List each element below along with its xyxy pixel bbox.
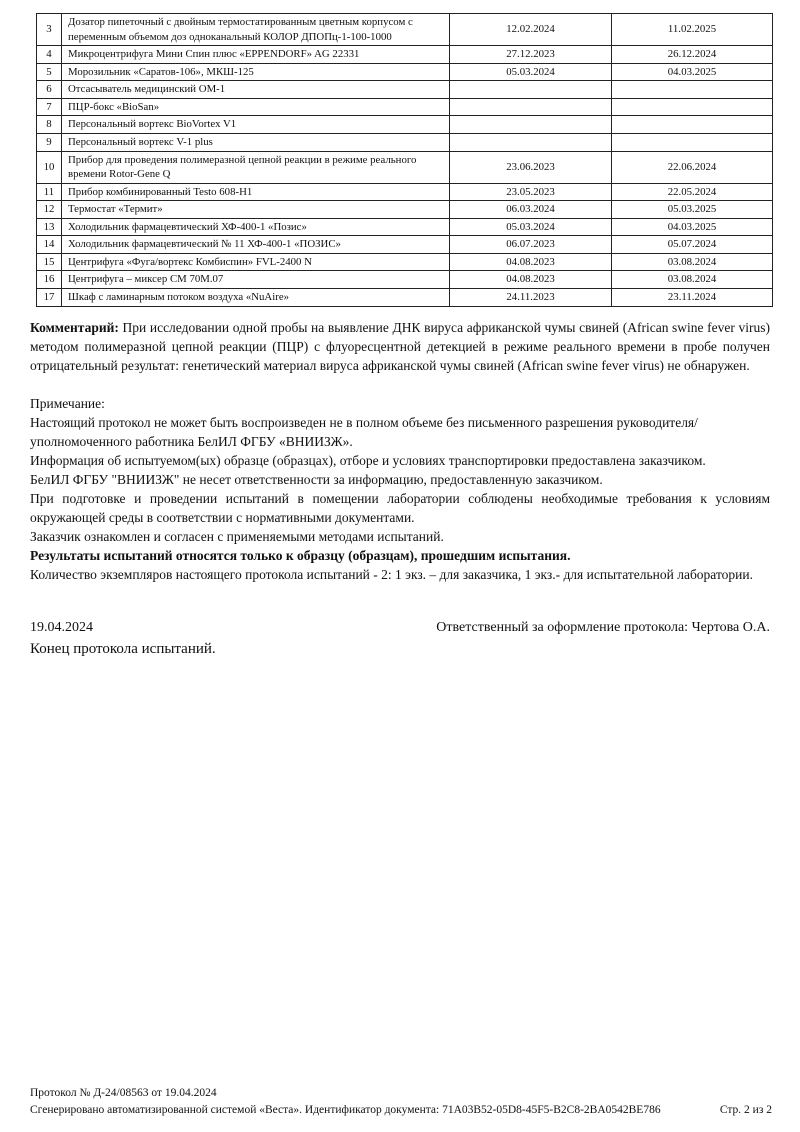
footer-protocol-number: Протокол № Д-24/08563 от 19.04.2024 bbox=[30, 1087, 217, 1099]
row-number: 17 bbox=[37, 289, 62, 307]
valid-until-date: 22.05.2024 bbox=[612, 183, 773, 201]
comment-section bbox=[30, 318, 770, 375]
verification-date: 05.03.2024 bbox=[450, 63, 612, 81]
signature-row bbox=[30, 620, 770, 636]
verification-date: 04.08.2023 bbox=[450, 271, 612, 289]
equipment-name: Холодильник фармацевтический № 11 ХФ-400-1 «ПОЗИС» bbox=[62, 236, 450, 254]
table-row bbox=[37, 14, 773, 46]
row-number: 3 bbox=[37, 14, 62, 46]
table-row bbox=[37, 271, 773, 289]
note-copies: Количество экземпляров настоящего протокола испытаний - 2: 1 экз. – для заказчика, 1 экз.- для испытательной лаборатории. bbox=[30, 566, 753, 582]
valid-until-date: 26.12.2024 bbox=[612, 46, 773, 64]
footer-generated-by: Сгенерировано автоматизированной системой «Веста». Идентификатор документа: 71A03B52-05D8-45F5-B2C8-2BA0542BE786 bbox=[30, 1104, 661, 1116]
row-number: 16 bbox=[37, 271, 62, 289]
comment-text: При исследовании одной пробы на выявление ДНК вируса африканской чумы свиней (African swine fever virus) методом полимеразной цепной реакции (ПЦР) с флуоресцентной детекцией в режиме реального времени в пробе получен отрицательный результат: генетический материал вируса африканской чумы свиней (African swine fever virus) не обнаружен. bbox=[30, 319, 770, 373]
row-number: 4 bbox=[37, 46, 62, 64]
verification-date: 06.03.2024 bbox=[450, 201, 612, 219]
equipment-name: Центрифуга – миксер СМ 70М.07 bbox=[62, 271, 450, 289]
row-number: 5 bbox=[37, 63, 62, 81]
notes-section bbox=[30, 394, 770, 584]
table-row bbox=[37, 289, 773, 307]
table-row bbox=[37, 98, 773, 116]
valid-until-date: 04.03.2025 bbox=[612, 218, 773, 236]
protocol-date: 19.04.2024 bbox=[30, 619, 93, 635]
row-number: 15 bbox=[37, 253, 62, 271]
valid-until-date: 04.03.2025 bbox=[612, 63, 773, 81]
equipment-name: Прибор комбинированный Testo 608-H1 bbox=[62, 183, 450, 201]
valid-until-date bbox=[612, 133, 773, 151]
verification-date bbox=[450, 133, 612, 151]
row-number: 6 bbox=[37, 81, 62, 99]
verification-date: 23.05.2023 bbox=[450, 183, 612, 201]
row-number: 11 bbox=[37, 183, 62, 201]
table-row bbox=[37, 253, 773, 271]
verification-date: 27.12.2023 bbox=[450, 46, 612, 64]
table-row bbox=[37, 218, 773, 236]
page-footer bbox=[30, 1085, 772, 1119]
row-number: 9 bbox=[37, 133, 62, 151]
valid-until-date: 23.11.2024 bbox=[612, 289, 773, 307]
table-row bbox=[37, 63, 773, 81]
verification-date: 05.03.2024 bbox=[450, 218, 612, 236]
equipment-name: Персональный вортекс BioVortex V1 bbox=[62, 116, 450, 134]
valid-until-date: 05.03.2025 bbox=[612, 201, 773, 219]
equipment-name: Термостат «Термит» bbox=[62, 201, 450, 219]
row-number: 13 bbox=[37, 218, 62, 236]
verification-date bbox=[450, 81, 612, 99]
row-number: 8 bbox=[37, 116, 62, 134]
valid-until-date: 22.06.2024 bbox=[612, 151, 773, 183]
equipment-name: Микроцентрифуга Мини Спин плюс «EPPENDORF» AG 22331 bbox=[62, 46, 450, 64]
note-results-scope: Результаты испытаний относятся только к образцу (образцам), прошедшим испытания. bbox=[30, 547, 571, 563]
equipment-name: Шкаф с ламинарным потоком воздуха «NuAire» bbox=[62, 289, 450, 307]
verification-date: 24.11.2023 bbox=[450, 289, 612, 307]
equipment-name: Холодильник фармацевтический ХФ-400-1 «Позис» bbox=[62, 218, 450, 236]
valid-until-date: 03.08.2024 bbox=[612, 271, 773, 289]
note-reproduction: Настоящий протокол не может быть воспроизведен не в полном объеме без письменного разрешения руководителя/уполномоченного работника БелИЛ ФГБУ «ВНИИЗЖ». bbox=[30, 414, 698, 449]
note-heading: Примечание: bbox=[30, 395, 105, 411]
note-sample-info: Информация об испытуемом(ых) образце (образцах), отборе и условиях транспортировки предоставлена заказчиком. bbox=[30, 452, 706, 468]
table-row bbox=[37, 46, 773, 64]
comment-label: Комментарий: bbox=[30, 319, 119, 335]
valid-until-date bbox=[612, 98, 773, 116]
table-row bbox=[37, 81, 773, 99]
row-number: 12 bbox=[37, 201, 62, 219]
valid-until-date: 03.08.2024 bbox=[612, 253, 773, 271]
valid-until-date bbox=[612, 116, 773, 134]
verification-date bbox=[450, 116, 612, 134]
row-number: 10 bbox=[37, 151, 62, 183]
verification-date: 23.06.2023 bbox=[450, 151, 612, 183]
table-row bbox=[37, 133, 773, 151]
note-conditions: При подготовке и проведении испытаний в помещении лаборатории соблюдены необходимые требования к условиям окружающей среды в соответствии с нормативными документами. bbox=[30, 490, 770, 525]
verification-date: 06.07.2023 bbox=[450, 236, 612, 254]
equipment-name: Отсасыватель медицинский ОМ-1 bbox=[62, 81, 450, 99]
valid-until-date bbox=[612, 81, 773, 99]
equipment-name: Центрифуга «Фуга/вортекс Комбиспин» FVL-2400 N bbox=[62, 253, 450, 271]
row-number: 14 bbox=[37, 236, 62, 254]
footer-page-number: Стр. 2 из 2 bbox=[719, 1104, 772, 1116]
table-row bbox=[37, 183, 773, 201]
equipment-name: Морозильник «Саратов-106», МКШ-125 bbox=[62, 63, 450, 81]
comment-paragraph bbox=[30, 318, 770, 375]
table-row bbox=[37, 236, 773, 254]
table-row bbox=[37, 151, 773, 183]
table-row bbox=[37, 116, 773, 134]
row-number: 7 bbox=[37, 98, 62, 116]
verification-date: 12.02.2024 bbox=[450, 14, 612, 46]
verification-date bbox=[450, 98, 612, 116]
note-customer-agreement: Заказчик ознакомлен и согласен с применяемыми методами испытаний. bbox=[30, 528, 444, 544]
equipment-name: Дозатор пипеточный с двойным термостатированным цветным корпусом с переменным объемом доз одноканальный КОЛОР ДПОПц-1-100-1000 bbox=[62, 14, 450, 46]
equipment-table bbox=[36, 13, 773, 307]
responsible-person: Ответственный за оформление протокола: Чертова О.А. bbox=[436, 619, 770, 635]
end-of-protocol-line: Конец протокола испытаний. bbox=[30, 640, 216, 657]
valid-until-date: 05.07.2024 bbox=[612, 236, 773, 254]
note-responsibility: БелИЛ ФГБУ "ВНИИЗЖ" не несет ответственности за информацию, предоставленную заказчиком. bbox=[30, 471, 603, 487]
equipment-name: ПЦР-бокс «BioSan» bbox=[62, 98, 450, 116]
table-row bbox=[37, 201, 773, 219]
equipment-name: Персональный вортекс V-1 plus bbox=[62, 133, 450, 151]
equipment-name: Прибор для проведения полимеразной цепной реакции в режиме реального времени Rotor-Gene Q bbox=[62, 151, 450, 183]
verification-date: 04.08.2023 bbox=[450, 253, 612, 271]
valid-until-date: 11.02.2025 bbox=[612, 14, 773, 46]
